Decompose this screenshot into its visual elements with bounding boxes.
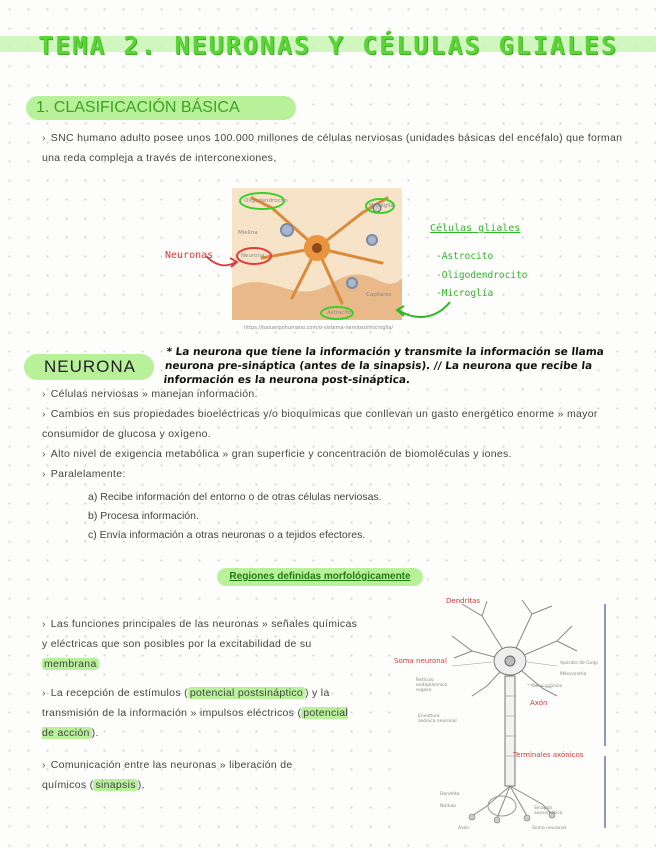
regiones-paragraph-3: › Comunicación entre las neuronas » liberación de químicos ( sinapsis ). (42, 759, 293, 791)
label-sinapsis-axosomatica: Sinapsis axosomática (534, 806, 563, 816)
label-microglia: Microglía (369, 203, 394, 209)
label-axon-small: Axón (458, 826, 470, 831)
regiones-title: Regiones definidas morfológicamente (217, 568, 423, 586)
label-soma-neuronal: Soma neuronal (394, 657, 447, 665)
label-astrocito: Astrocito (327, 310, 352, 316)
label-capilares: Capilares (366, 292, 392, 298)
bullet-icon: › (42, 408, 46, 420)
label-terminales: Terminales axónicos (513, 751, 584, 759)
glial-item-oligodendrocito: -Oligodendrocito (436, 270, 528, 281)
regiones-paragraph-2: › La recepción de estímulos ( potencial postsináptico ) y la transmisión de la información » impulsos eléctricos ( potencial de acción ). (42, 687, 348, 739)
label-axon: Axón (530, 699, 548, 707)
label-dendrita: Dendrita (440, 792, 460, 797)
regiones-paragraph-1: › Las funciones principales de las neuronas » señales químicas y eléctricas que son posibles por la excitabilidad de su membrana (42, 618, 358, 670)
intro-text: SNC humano adulto posee unos 100.000 millones de células nerviosas (unidades básicas del encéfalo) que forman una reda compleja a través de interconexiones. (42, 132, 623, 164)
section-title-clasificacion: 1. CLASIFICACIÓN BÁSICA (26, 96, 296, 120)
label-reticulo: Retículo endoplásmico rugoso (416, 678, 448, 693)
label-golgi: Aparato de Golgi (560, 661, 598, 666)
neurona-section-label: NEURONA (24, 354, 154, 380)
neurona-bullet: › Células nerviosas » manejan información. (42, 388, 258, 400)
sinapsis-highlight: sinapsis (95, 779, 136, 791)
label-nodulo: Nódulo (440, 804, 456, 809)
bullet-icon: › (42, 687, 46, 699)
neurona-bullet: › Alto nivel de exigencia metabólica » gran superficie y concentración de biomoléculas y iones. (42, 448, 512, 460)
bullet-icon: › (42, 759, 46, 771)
page-title: TEMA 2. NEURONAS Y CÉLULAS GLIALES (38, 30, 618, 60)
glial-title: Células gliales (430, 223, 521, 234)
label-oligodendrocito: Oligodendrocito (244, 198, 288, 204)
green-arrow-icon (392, 296, 454, 324)
intro-paragraph (42, 128, 627, 168)
function-list (88, 488, 508, 545)
neuron-anatomy-figure (392, 596, 614, 836)
bullet-icon: › (42, 448, 46, 460)
potencial-postsinaptico-highlight: potencial postsináptico (189, 687, 304, 699)
label-neurona: Neurona (241, 253, 265, 259)
label-envoltura: Envoltura axónica neuronal (418, 714, 457, 724)
label-soma-small: Soma neuronal (532, 826, 567, 831)
red-arrow-icon (204, 250, 240, 272)
potencial-accion-highlight: potencial de acción (42, 707, 348, 739)
glial-item-microglia: -Microglía (436, 288, 494, 299)
membrana-highlight: membrana (44, 658, 97, 670)
label-cono-axonico: Cono axónico (532, 684, 563, 689)
neurona-bullets (42, 384, 632, 484)
glial-cells-figure (232, 188, 402, 320)
bullet-icon: › (42, 468, 46, 480)
bullet-icon: › (42, 388, 46, 400)
bullet-icon: › (42, 618, 46, 630)
label-mitocondria: Mitocondria (560, 672, 587, 677)
list-item: a) Recibe información del entorno o de otras células nerviosas. (88, 491, 382, 503)
glial-item-astrocito: -Astrocito (436, 251, 494, 262)
handwritten-note: * La neurona que tiene la información y transmite la información se llama neurona pre-sináptica (antes de la sinapsis). // La neurona que recibe la información es la neurona post-sináptica. (162, 346, 605, 386)
figure-caption: https://tuouerpohumano.com/o-sistema-nervioso/microglia/ (244, 325, 394, 331)
list-item: c) Envía información a otras neuronas o a tejidos efectores. (88, 529, 366, 541)
label-dendritas: Dendritas (446, 597, 481, 605)
label-mielina: Mielina (238, 230, 258, 236)
list-item: b) Procesa información. (88, 510, 199, 522)
neurona-bullet: › Cambios en sus propiedades bioeléctricas y/o bioquímicas que conllevan un gasto energético enorme » mayor consumidor de glucosa y oxígeno. (42, 408, 598, 440)
neuronas-label: Neuronas (165, 250, 214, 261)
bullet-icon: › (42, 132, 46, 144)
neurona-bullet: › Paralelamente: (42, 468, 126, 480)
